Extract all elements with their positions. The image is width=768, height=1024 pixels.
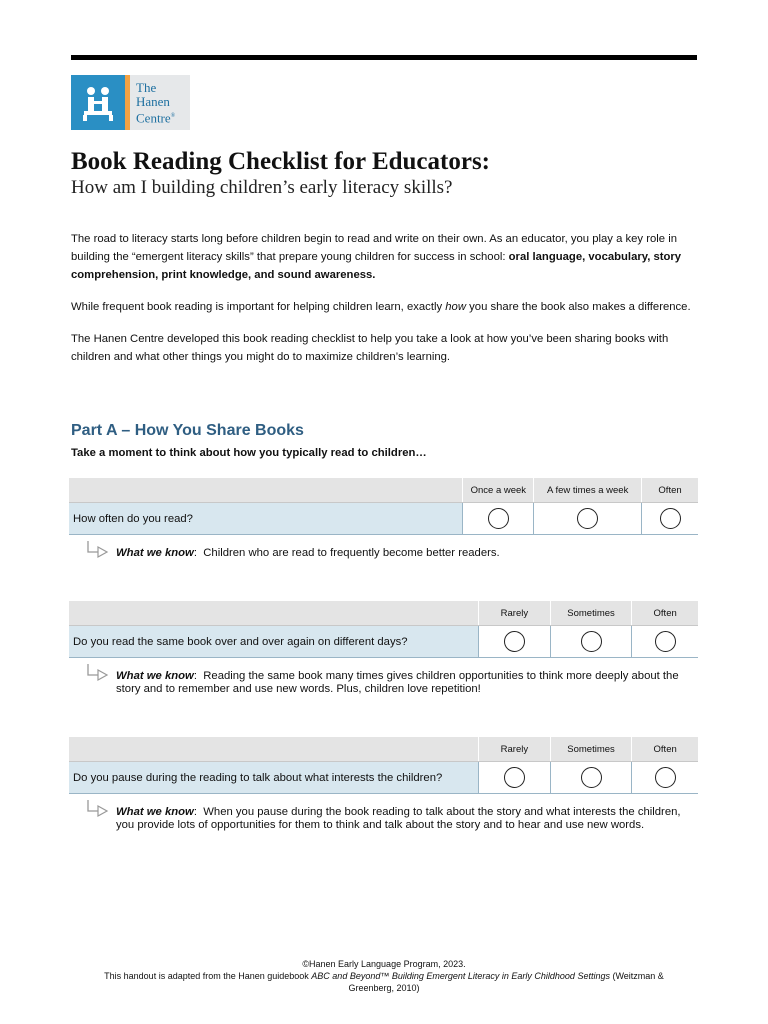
what-we-know-note: What we know: Children who are read to frequently become better readers.: [84, 540, 696, 560]
radio-option[interactable]: [660, 508, 681, 529]
option-header: A few times a week: [533, 478, 641, 502]
citation-line: This handout is adapted from the Hanen guidebook ABC and Beyond™ Building Emergent Literacy in Early Childhood Settings (Weitzman & Greenberg, 2010): [104, 971, 664, 993]
section-instruction: Take a moment to think about how you typically read to children…: [71, 447, 427, 459]
option-header: Rarely: [478, 601, 550, 625]
question-table: [69, 478, 698, 535]
option-header: Sometimes: [550, 601, 632, 625]
radio-option[interactable]: [504, 767, 525, 788]
question-text: How often do you read?: [69, 503, 462, 534]
radio-option[interactable]: [581, 631, 602, 652]
intro-paragraph-3: The Hanen Centre developed this book reading checklist to help you take a look at how you’ve been sharing books with children and what other things you might do to maximize children’s learning.: [71, 333, 669, 363]
page-subtitle: How am I building children’s early literacy skills?: [71, 177, 453, 198]
radio-option[interactable]: [577, 508, 598, 529]
question-table: [69, 601, 698, 658]
hanen-figure-icon: [71, 75, 125, 130]
intro-section: [71, 230, 697, 380]
page-title: Book Reading Checklist for Educators:: [71, 148, 491, 175]
option-header: Often: [641, 478, 698, 502]
question-table: [69, 737, 698, 794]
hanen-centre-logo: [71, 75, 190, 130]
question-row: [69, 762, 698, 794]
radio-option[interactable]: [655, 631, 676, 652]
what-we-know-note: What we know: When you pause during the book reading to talk about the story and what interests the children, you provide lots of opportunities for them to think and talk about the story and to hear and use new words.: [84, 799, 696, 832]
corner-arrow-icon: [84, 799, 116, 819]
copyright-line: ©Hanen Early Language Program, 2023.: [302, 959, 466, 969]
logo-text: The Hanen Centre®: [130, 75, 190, 130]
question-row: [69, 626, 698, 658]
radio-option[interactable]: [581, 767, 602, 788]
option-header: Once a week: [462, 478, 533, 502]
intro-paragraph-1: The road to literacy starts long before children begin to read and write on their own. As an educator, you play a key role in building the “emergent literacy skills” that prepare young children for success in school: oral language, vocabulary, story comprehension, print knowledge, and sound awareness.: [71, 233, 682, 281]
option-header: Sometimes: [550, 737, 632, 761]
corner-arrow-icon: [84, 663, 116, 683]
question-text: Do you read the same book over and over again on different days?: [69, 626, 478, 657]
intro-paragraph-2: While frequent book reading is important for helping children learn, exactly how you share the book also makes a difference.: [71, 301, 691, 313]
section-heading: Part A – How You Share Books: [71, 422, 304, 439]
question-row: [69, 503, 698, 535]
what-we-know-note: What we know: Reading the same book many times gives children opportunities to think more deeply about the story and to remember and use new words. Plus, children love repetition!: [84, 663, 696, 696]
question-table-header: [69, 737, 698, 762]
radio-option[interactable]: [655, 767, 676, 788]
question-table-header: [69, 601, 698, 626]
radio-option[interactable]: [488, 508, 509, 529]
option-header: Often: [631, 601, 698, 625]
question-table-header: [69, 478, 698, 503]
top-rule: [71, 55, 697, 60]
question-text: Do you pause during the reading to talk about what interests the children?: [69, 762, 478, 793]
footer: [84, 958, 684, 994]
option-header: Rarely: [478, 737, 550, 761]
radio-option[interactable]: [504, 631, 525, 652]
option-header: Often: [631, 737, 698, 761]
corner-arrow-icon: [84, 540, 116, 560]
